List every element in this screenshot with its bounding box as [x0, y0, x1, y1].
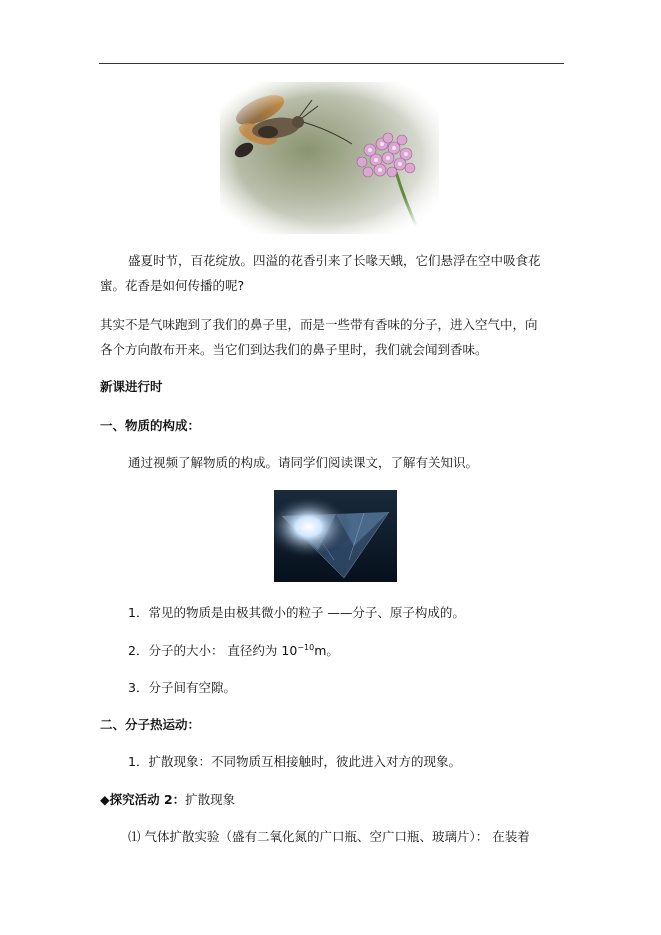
activity-title: [100, 787, 563, 812]
item-2-suffix: m。: [314, 643, 339, 658]
hawkmoth-flower-photo: [220, 82, 439, 234]
section-2-item-1: 1．扩散现象：不同物质互相接触时，彼此进入对方的现象。: [128, 754, 461, 769]
section-2-title: 二、分子热运动：: [100, 717, 201, 732]
intro-paragraph-1-line-2: 蜜。花香是如何传播的呢?: [100, 278, 245, 293]
section-1-item-3: 3．分子间有空隙。: [128, 680, 236, 695]
header-rule: [99, 63, 564, 64]
section-1-item-1: 1．常见的物质是由极其微小的粒子 ——分子、原子构成的。: [128, 605, 465, 620]
intro-paragraph-2-line-2: 各个方向散布开来。当它们到达我们的鼻子里时，我们就会闻到香味。: [100, 342, 488, 357]
section-1-item-2: [128, 638, 591, 663]
heading-new-lesson: 新课进行时: [100, 379, 163, 394]
activity-title-rest: 扩散现象: [185, 792, 236, 807]
section-1-title: 一、物质的构成：: [100, 418, 201, 433]
intro-paragraph-2-line-1: 其实不是气味跑到了我们的鼻子里，而是一些带有香味的分子，进入空气中，向: [100, 317, 538, 332]
diamond-crystal-photo: [274, 490, 397, 582]
intro-paragraph-1-line-1: 盛夏时节，百花绽放。四溢的花香引来了长喙天蛾，它们悬浮在空中吸食花: [128, 253, 541, 268]
activity-title-bold: ◆探究活动 2：: [100, 792, 186, 807]
section-1-lead: 通过视频了解物质的构成。请同学们阅读课文，了解有关知识。: [128, 455, 479, 470]
activity-text: ⑴ 气体扩散实验（盛有二氧化氮的广口瓶、空广口瓶、玻璃片）： 在装着: [128, 829, 530, 844]
item-2-prefix: 2．分子的大小： 直径约为 10: [128, 643, 298, 658]
item-2-exponent: −10: [297, 643, 315, 652]
